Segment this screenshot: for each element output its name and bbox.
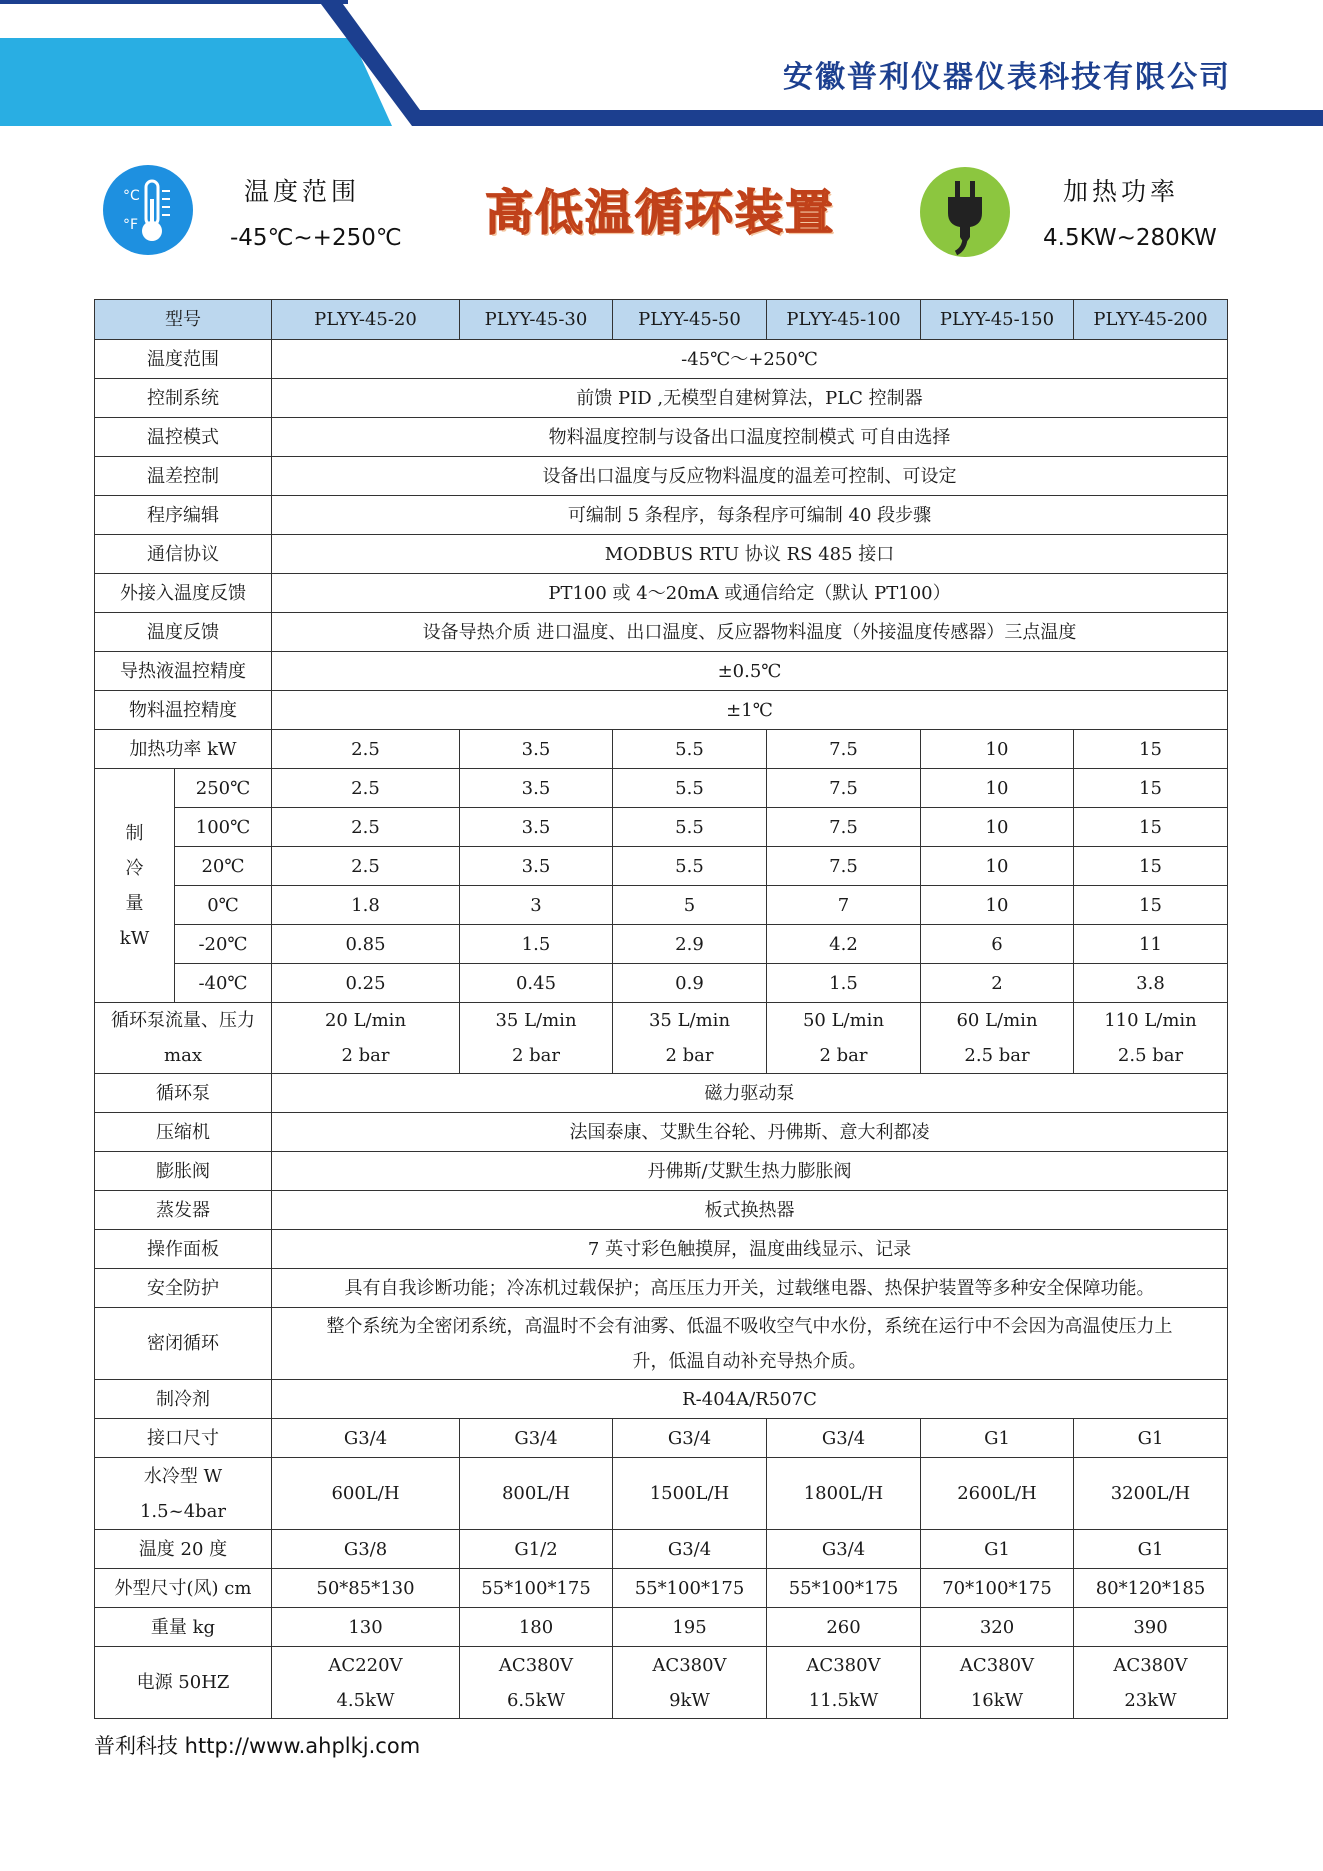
table-row	[95, 1074, 1228, 1113]
table-row	[95, 847, 1228, 886]
cell-value: 55*100*175	[767, 1569, 921, 1608]
cell-value	[613, 1003, 767, 1074]
flow-value: 50 L/min	[802, 1010, 885, 1031]
cell-value: G3/4	[613, 1419, 767, 1458]
row-label: 接口尺寸	[95, 1419, 272, 1458]
row-value: -45℃～+250℃	[272, 340, 1228, 379]
table-row	[95, 1419, 1228, 1458]
cell-value: 4.2	[767, 925, 921, 964]
cell-value: 7.5	[767, 847, 921, 886]
row-label: 制冷剂	[95, 1380, 272, 1419]
cooling-temp: 20℃	[175, 847, 272, 886]
cell-value: 3.5	[460, 847, 613, 886]
cell-value: G1/2	[460, 1530, 613, 1569]
cell-value: 7	[767, 886, 921, 925]
model-name: PLYY-45-200	[1074, 300, 1228, 340]
row-value: 丹佛斯/艾默生热力膨胀阀	[272, 1152, 1228, 1191]
power-kw-value: 16kW	[970, 1689, 1024, 1711]
cell-value: G3/4	[767, 1419, 921, 1458]
cell-value: 11	[1074, 925, 1228, 964]
table-row	[95, 1191, 1228, 1230]
cell-value: 5.5	[613, 769, 767, 808]
table-row	[95, 691, 1228, 730]
row-value: 物料温度控制与设备出口温度控制模式 可自由选择	[272, 418, 1228, 457]
row-value: 设备出口温度与反应物料温度的温差可控制、可设定	[272, 457, 1228, 496]
cell-value: 0.85	[272, 925, 460, 964]
table-row	[95, 1230, 1228, 1269]
cell-value: G1	[1074, 1419, 1228, 1458]
table-row	[95, 1647, 1228, 1719]
cell-value: 6	[921, 925, 1074, 964]
cell-value: G3/4	[460, 1419, 613, 1458]
cell-value	[460, 1003, 613, 1074]
row-value: 板式换热器	[272, 1191, 1228, 1230]
row-label: 压缩机	[95, 1113, 272, 1152]
table-row	[95, 964, 1228, 1003]
heating-power-value: 4.5KW~280KW	[1043, 225, 1217, 251]
cell-value: 3	[460, 886, 613, 925]
cell-value: G1	[1074, 1530, 1228, 1569]
cell-value: 15	[1074, 886, 1228, 925]
row-label: 膨胀阀	[95, 1152, 272, 1191]
row-label: 安全防护	[95, 1269, 272, 1308]
row-value: 具有自我诊断功能；冷冻机过载保护；高压压力开关，过载继电器、热保护装置等多种安全保障功能。	[272, 1269, 1228, 1308]
cell-value: 10	[921, 886, 1074, 925]
cooling-temp: 0℃	[175, 886, 272, 925]
cell-value: G3/4	[767, 1530, 921, 1569]
row-label: 电源 50HZ	[95, 1647, 272, 1719]
cell-value: 180	[460, 1608, 613, 1647]
row-value: MODBUS RTU 协议 RS 485 接口	[272, 535, 1228, 574]
cell-value: 5.5	[613, 847, 767, 886]
cell-value	[921, 1647, 1074, 1719]
table-row	[95, 1530, 1228, 1569]
svg-text:°C: °C	[123, 188, 140, 204]
model-label: 型号	[95, 300, 272, 340]
row-label	[95, 1003, 272, 1074]
row-value: PT100 或 4～20mA 或通信给定（默认 PT100）	[272, 574, 1228, 613]
cooling-label-char: 制	[125, 822, 144, 844]
cell-value: G1	[921, 1419, 1074, 1458]
row-label: 外接入温度反馈	[95, 574, 272, 613]
row-label: 蒸发器	[95, 1191, 272, 1230]
cell-value: 80*120*185	[1074, 1569, 1228, 1608]
cell-value: 15	[1074, 808, 1228, 847]
pressure-value: 2.5 bar	[1117, 1045, 1184, 1066]
row-value: 7 英寸彩色触摸屏，温度曲线显示、记录	[272, 1230, 1228, 1269]
cell-value: 2	[921, 964, 1074, 1003]
pressure-value: 2 bar	[341, 1045, 390, 1066]
table-row	[95, 418, 1228, 457]
row-label: 程序编辑	[95, 496, 272, 535]
cell-value: 2600L/H	[921, 1458, 1074, 1530]
cell-value: 50*85*130	[272, 1569, 460, 1608]
table-row	[95, 1608, 1228, 1647]
row-label: 密闭循环	[95, 1308, 272, 1380]
pump-flow-label: 循环泵流量、压力	[111, 1010, 255, 1031]
temp-range-value: -45℃~+250℃	[230, 225, 402, 251]
row-label: 温度 20 度	[95, 1530, 272, 1569]
row-value: 法国泰康、艾默生谷轮、丹佛斯、意大利都凌	[272, 1113, 1228, 1152]
row-label: 通信协议	[95, 535, 272, 574]
company-name: 安徽普利仪器仪表科技有限公司	[783, 60, 1231, 95]
cell-value: 3.5	[460, 730, 613, 769]
cooling-temp: -40℃	[175, 964, 272, 1003]
cell-value: 7.5	[767, 730, 921, 769]
cooling-label-char: 冷	[125, 857, 144, 879]
table-row	[95, 1380, 1228, 1419]
flow-value: 35 L/min	[495, 1010, 577, 1031]
sealed-text-line2: 升，低温自动补充导热介质。	[632, 1350, 867, 1372]
row-value: R-404A/R507C	[272, 1380, 1228, 1419]
row-value	[272, 1308, 1228, 1380]
table-row	[95, 1152, 1228, 1191]
row-value: ±1℃	[272, 691, 1228, 730]
cell-value: 3.5	[460, 769, 613, 808]
table-row	[95, 1003, 1228, 1074]
flow-value: 20 L/min	[324, 1010, 407, 1031]
row-label: 加热功率 kW	[95, 730, 272, 769]
row-label: 外型尺寸(风) cm	[95, 1569, 272, 1608]
power-kw-value: 23kW	[1124, 1689, 1177, 1711]
footer-website: 普利科技 http://www.ahplkj.com	[94, 1734, 421, 1758]
row-label: 温控模式	[95, 418, 272, 457]
cell-value: 2.5	[272, 808, 460, 847]
cell-value: 2.5	[272, 847, 460, 886]
cell-value: G3/4	[613, 1530, 767, 1569]
cell-value: 15	[1074, 730, 1228, 769]
voltage-value: AC380V	[652, 1654, 727, 1676]
table-row	[95, 769, 1228, 808]
model-name: PLYY-45-20	[272, 300, 460, 340]
cell-value: 130	[272, 1608, 460, 1647]
power-kw-value: 11.5kW	[808, 1689, 879, 1711]
thermometer-icon	[103, 165, 193, 255]
voltage-value: AC380V	[959, 1654, 1035, 1676]
cooling-capacity-label	[95, 769, 175, 1003]
table-row	[95, 652, 1228, 691]
flow-value: 60 L/min	[956, 1010, 1038, 1031]
pressure-value: 2 bar	[511, 1045, 561, 1066]
table-row	[95, 808, 1228, 847]
cell-value: 0.25	[272, 964, 460, 1003]
cell-value: 1.5	[460, 925, 613, 964]
cell-value: 10	[921, 808, 1074, 847]
pressure-value: 2 bar	[665, 1045, 714, 1066]
table-row	[95, 496, 1228, 535]
row-label: 循环泵	[95, 1074, 272, 1113]
cooling-temp: 250℃	[175, 769, 272, 808]
spec-table	[94, 299, 1228, 1719]
row-value: 设备导热介质 进口温度、出口温度、反应器物料温度（外接温度传感器）三点温度	[272, 613, 1228, 652]
cell-value: 55*100*175	[613, 1569, 767, 1608]
cell-value: 195	[613, 1608, 767, 1647]
svg-text:°F: °F	[123, 217, 139, 233]
cell-value: 1.8	[272, 886, 460, 925]
model-name: PLYY-45-100	[767, 300, 921, 340]
cooling-label-char: 量	[125, 892, 144, 914]
row-label: 控制系统	[95, 379, 272, 418]
cell-value: 260	[767, 1608, 921, 1647]
cell-value: 3.5	[460, 808, 613, 847]
cell-value: 1800L/H	[767, 1458, 921, 1530]
cell-value	[1074, 1647, 1228, 1719]
cell-value: 0.9	[613, 964, 767, 1003]
cell-value: 7.5	[767, 808, 921, 847]
cell-value: 2.5	[272, 769, 460, 808]
cell-value	[767, 1003, 921, 1074]
cell-value: 320	[921, 1608, 1074, 1647]
voltage-value: AC220V	[328, 1654, 403, 1676]
table-row	[95, 1269, 1228, 1308]
table-row	[95, 1308, 1228, 1380]
temp-range-label: 温度范围	[244, 177, 361, 206]
cell-value: G1	[921, 1530, 1074, 1569]
power-kw-value: 9kW	[669, 1689, 710, 1711]
row-label: 物料温控精度	[95, 691, 272, 730]
cell-value: 390	[1074, 1608, 1228, 1647]
cell-value	[272, 1003, 460, 1074]
table-row	[95, 730, 1228, 769]
cell-value	[272, 1647, 460, 1719]
flow-value: 110 L/min	[1104, 1010, 1197, 1031]
cell-value: 3200L/H	[1074, 1458, 1228, 1530]
water-cooled-label: 水冷型 W	[143, 1465, 223, 1487]
cell-value: 2.9	[613, 925, 767, 964]
cell-value	[613, 1647, 767, 1719]
cell-value: 5	[613, 886, 767, 925]
cell-value: 1.5	[767, 964, 921, 1003]
pressure-value: 2 bar	[819, 1045, 868, 1066]
page-title: 高低温循环装置	[485, 185, 836, 241]
table-row	[95, 886, 1228, 925]
cell-value: 3.8	[1074, 964, 1228, 1003]
cell-value: 15	[1074, 847, 1228, 886]
table-header-row	[95, 300, 1228, 340]
voltage-value: AC380V	[498, 1654, 574, 1676]
cooling-temp: 100℃	[175, 808, 272, 847]
row-label	[95, 1458, 272, 1530]
row-label: 重量 kg	[95, 1608, 272, 1647]
cell-value: 15	[1074, 769, 1228, 808]
flow-value: 35 L/min	[648, 1010, 731, 1031]
cell-value: 5.5	[613, 730, 767, 769]
model-name: PLYY-45-30	[460, 300, 613, 340]
row-label: 温度反馈	[95, 613, 272, 652]
row-label: 温差控制	[95, 457, 272, 496]
table-row	[95, 1569, 1228, 1608]
cell-value	[1074, 1003, 1228, 1074]
cell-value: 10	[921, 730, 1074, 769]
table-row	[95, 1458, 1228, 1530]
voltage-value: AC380V	[806, 1654, 881, 1676]
cell-value	[921, 1003, 1074, 1074]
cell-value: 5.5	[613, 808, 767, 847]
power-plug-icon	[920, 167, 1010, 257]
cell-value: 800L/H	[460, 1458, 613, 1530]
row-value: 磁力驱动泵	[272, 1074, 1228, 1113]
sealed-text-line1: 整个系统为全密闭系统，高温时不会有油雾、低温不吸收空气中水份，系统在运行中不会因为高温使压力上	[326, 1315, 1173, 1337]
table-row	[95, 379, 1228, 418]
table-row	[95, 1113, 1228, 1152]
table-row	[95, 925, 1228, 964]
row-label: 操作面板	[95, 1230, 272, 1269]
table-row	[95, 340, 1228, 379]
power-kw-value: 4.5kW	[336, 1689, 395, 1711]
water-pressure-label: 1.5~4bar	[139, 1500, 227, 1522]
heating-power-label: 加热功率	[1063, 177, 1180, 206]
row-label: 导热液温控精度	[95, 652, 272, 691]
cell-value: 10	[921, 847, 1074, 886]
cell-value: 7.5	[767, 769, 921, 808]
cooling-temp: -20℃	[175, 925, 272, 964]
cooling-label-char: kW	[119, 927, 150, 949]
power-kw-value: 6.5kW	[506, 1689, 566, 1711]
cell-value	[767, 1647, 921, 1719]
model-name: PLYY-45-150	[921, 300, 1074, 340]
cell-value	[460, 1647, 613, 1719]
table-row	[95, 574, 1228, 613]
table-row	[95, 457, 1228, 496]
row-label: 温度范围	[95, 340, 272, 379]
table-row	[95, 535, 1228, 574]
cell-value: G3/8	[272, 1530, 460, 1569]
cell-value: 0.45	[460, 964, 613, 1003]
cell-value: 55*100*175	[460, 1569, 613, 1608]
cell-value: 2.5	[272, 730, 460, 769]
pressure-value: 2.5 bar	[964, 1045, 1030, 1066]
cell-value: 10	[921, 769, 1074, 808]
row-value: 前馈 PID ,无模型自建树算法，PLC 控制器	[272, 379, 1228, 418]
cell-value: 70*100*175	[921, 1569, 1074, 1608]
row-value: ±0.5℃	[272, 652, 1228, 691]
cell-value: 1500L/H	[613, 1458, 767, 1530]
pump-flow-label-max: max	[164, 1045, 202, 1066]
row-value: 可编制 5 条程序，每条程序可编制 40 段步骤	[272, 496, 1228, 535]
table-row	[95, 613, 1228, 652]
voltage-value: AC380V	[1113, 1654, 1188, 1676]
cell-value: G3/4	[272, 1419, 460, 1458]
model-name: PLYY-45-50	[613, 300, 767, 340]
cell-value: 600L/H	[272, 1458, 460, 1530]
